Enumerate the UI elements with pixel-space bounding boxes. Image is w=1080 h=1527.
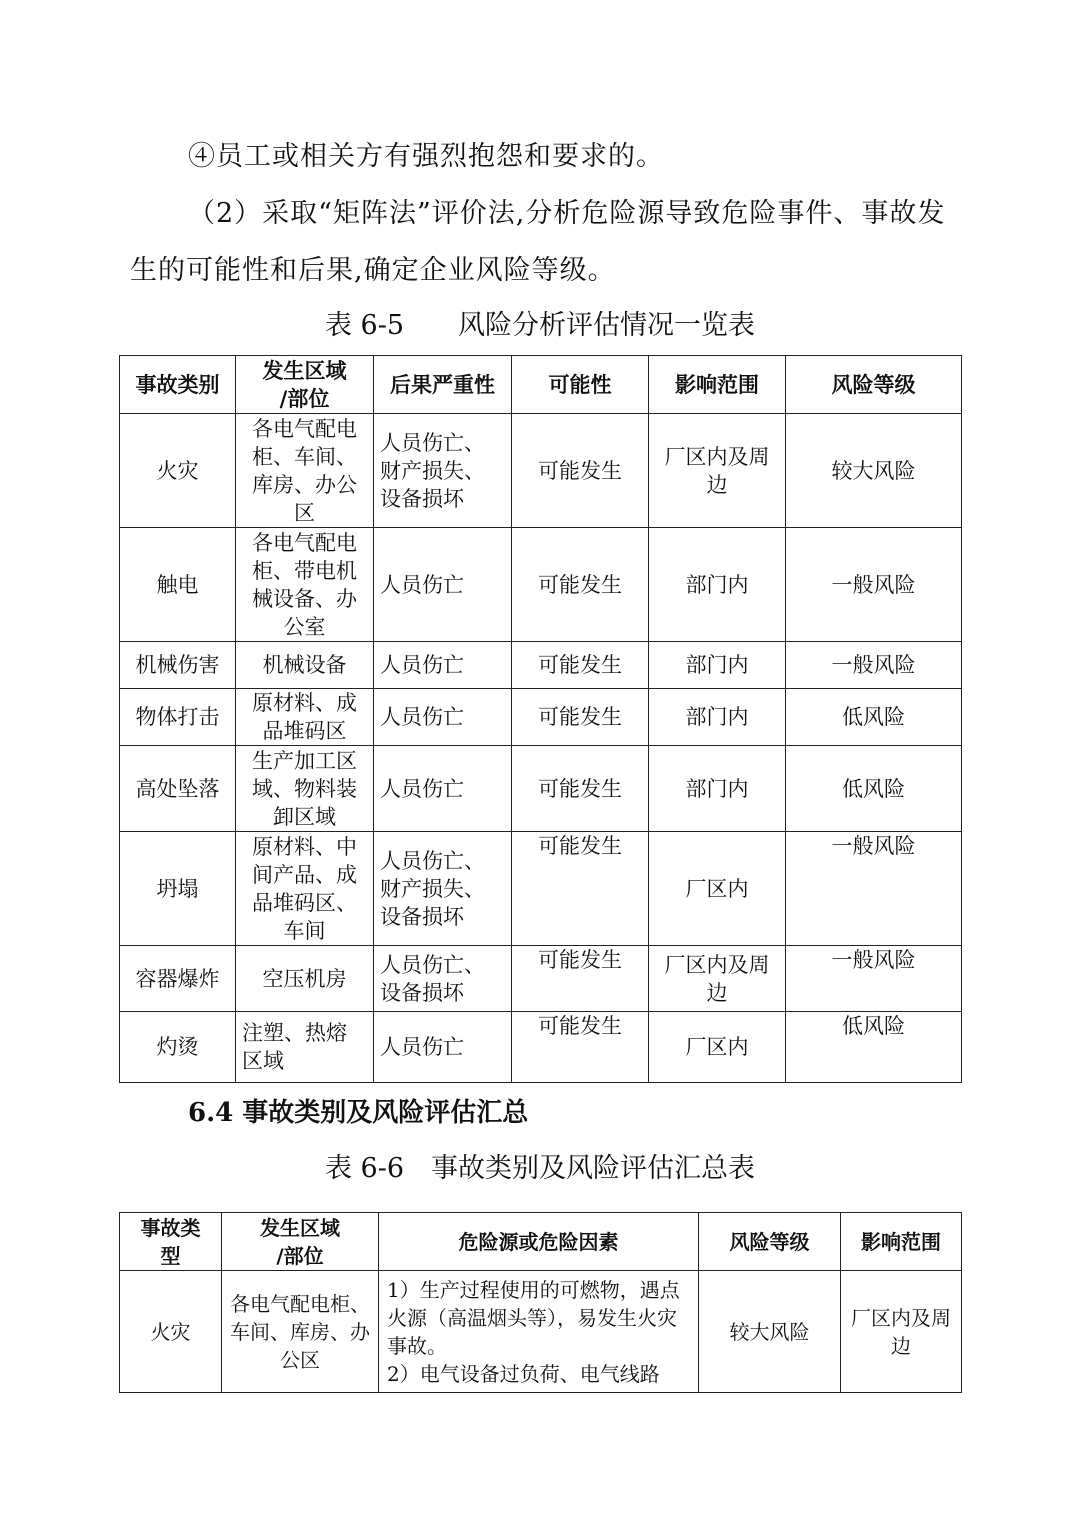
- header-cell: 事故类别: [120, 356, 236, 414]
- table-cell: 可能发生: [512, 689, 649, 746]
- table-row: [120, 642, 962, 689]
- table-cell: 低风险: [786, 1012, 962, 1083]
- table-cell: 注塑、热熔区域: [236, 1012, 374, 1083]
- table-6-6-caption: 表 6-6 事故类别及风险评估汇总表: [324, 1153, 756, 1184]
- paragraph-1: ④员工或相关方有强烈抱怨和要求的。: [188, 141, 664, 172]
- table-cell: 容器爆炸: [120, 946, 236, 1012]
- table-cell: 较大风险: [786, 414, 962, 528]
- table-cell: 物体打击: [120, 689, 236, 746]
- table-cell: 人员伤亡: [374, 642, 512, 689]
- table-cell: 部门内: [649, 642, 786, 689]
- table-cell: 人员伤亡: [374, 528, 512, 642]
- table-6-5-caption: 表 6-5 风险分析评估情况一览表: [324, 310, 756, 341]
- header-cell: 后果严重性: [374, 356, 512, 414]
- table-cell: 人员伤亡: [374, 689, 512, 746]
- table-cell: 一般风险: [786, 832, 962, 946]
- table-cell: 各电气配电柜、车间、库房、办公区: [236, 414, 374, 528]
- table-cell: 原材料、中间产品、成品堆码区、车间: [236, 832, 374, 946]
- table-header-row: [120, 356, 962, 414]
- paragraph-2: （2）采取“矩阵法”评价法,分析危险源导致危险事件、事故发生的可能性和后果,确定企业风险等级。: [130, 198, 946, 286]
- table-cell: 人员伤亡: [374, 746, 512, 832]
- table-cell: 厂区内及周边: [649, 946, 786, 1012]
- table-cell: 火灾: [120, 1271, 222, 1393]
- table-row: [120, 1271, 962, 1393]
- table-cell: 人员伤亡、财产损失、设备损坏: [374, 832, 512, 946]
- table-cell: 触电: [120, 528, 236, 642]
- table-cell: 可能发生: [512, 414, 649, 528]
- table-row: [120, 689, 962, 746]
- table-cell: 空压机房: [236, 946, 374, 1012]
- table-cell: 一般风险: [786, 528, 962, 642]
- header-cell: 影响范围: [841, 1213, 962, 1271]
- risk-analysis-table: [119, 355, 962, 1083]
- table-cell: 人员伤亡: [374, 1012, 512, 1083]
- table-cell: 可能发生: [512, 528, 649, 642]
- table-cell: 厂区内: [649, 832, 786, 946]
- header-cell: 危险源或危险因素: [379, 1213, 699, 1271]
- table-cell: 机械伤害: [120, 642, 236, 689]
- table-cell: 高处坠落: [120, 746, 236, 832]
- header-cell: 风险等级: [699, 1213, 841, 1271]
- table-cell: 人员伤亡、设备损坏: [374, 946, 512, 1012]
- table-cell: 低风险: [786, 689, 962, 746]
- table-cell: 低风险: [786, 746, 962, 832]
- header-cell: 可能性: [512, 356, 649, 414]
- table-cell: 部门内: [649, 746, 786, 832]
- table-row: [120, 414, 962, 528]
- table-cell: 火灾: [120, 414, 236, 528]
- table-cell: 可能发生: [512, 832, 649, 946]
- table-cell: 部门内: [649, 689, 786, 746]
- table-cell: 各电气配电柜、车间、库房、办公区: [222, 1271, 379, 1393]
- header-cell: 发生区域 /部位: [236, 356, 374, 414]
- table-cell: 厂区内: [649, 1012, 786, 1083]
- table-cell: 可能发生: [512, 1012, 649, 1083]
- table-cell: 坍塌: [120, 832, 236, 946]
- table-cell: 生产加工区域、物料装卸区域: [236, 746, 374, 832]
- table-row: [120, 746, 962, 832]
- table-row: [120, 832, 962, 946]
- table-row: [120, 528, 962, 642]
- table-cell: 可能发生: [512, 642, 649, 689]
- table-cell: 一般风险: [786, 946, 962, 1012]
- risk-summary-table: [119, 1212, 962, 1393]
- table-cell: 较大风险: [699, 1271, 841, 1393]
- table-cell: 部门内: [649, 528, 786, 642]
- table-cell: 人员伤亡、财产损失、设备损坏: [374, 414, 512, 528]
- table-cell: 可能发生: [512, 746, 649, 832]
- table-cell: 各电气配电柜、带电机械设备、办公室: [236, 528, 374, 642]
- table-cell: 1）生产过程使用的可燃物，遇点火源（高温烟头等），易发生火灾事故。 2）电气设备过负荷、电气线路: [379, 1271, 699, 1393]
- header-cell: 风险等级: [786, 356, 962, 414]
- table-cell: 厂区内及周边: [841, 1271, 962, 1393]
- section-heading-6-4: 6.4 事故类别及风险评估汇总: [188, 1098, 529, 1128]
- table-cell: 灼烫: [120, 1012, 236, 1083]
- table-cell: 原材料、成品堆码区: [236, 689, 374, 746]
- header-cell: 影响范围: [649, 356, 786, 414]
- table-cell: 机械设备: [236, 642, 374, 689]
- table-row: [120, 1012, 962, 1083]
- table-header-row: [120, 1213, 962, 1271]
- table-cell: 可能发生: [512, 946, 649, 1012]
- table-row: [120, 946, 962, 1012]
- header-cell: 发生区域 /部位: [222, 1213, 379, 1271]
- header-cell: 事故类 型: [120, 1213, 222, 1271]
- table-cell: 厂区内及周边: [649, 414, 786, 528]
- table-cell: 一般风险: [786, 642, 962, 689]
